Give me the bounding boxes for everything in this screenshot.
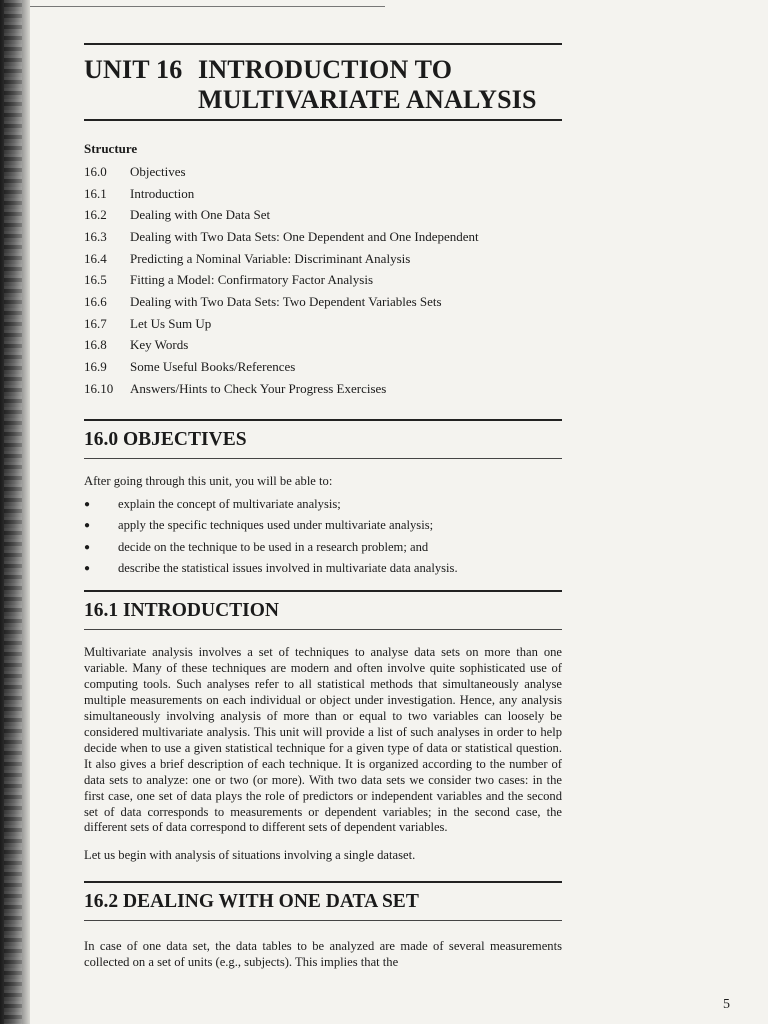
structure-item-number: 16.4 <box>84 250 107 266</box>
top-rule <box>30 6 385 7</box>
bullet-icon: ● <box>84 520 91 532</box>
binding-texture <box>4 0 22 1024</box>
structure-item <box>84 356 562 378</box>
objective-text: describe the statistical issues involved in multivariate data analysis. <box>118 561 458 576</box>
structure-item-label: Some Useful Books/References <box>130 359 296 375</box>
unit-title-line1: INTRODUCTION TO <box>198 55 453 84</box>
structure-item-label: Fitting a Model: Confirmatory Factor Analysis <box>130 272 374 288</box>
structure-item <box>84 335 562 357</box>
section-162-heading: 16.2 DEALING WITH ONE DATA SET <box>84 891 419 913</box>
objectives-heading: 16.0 OBJECTIVES <box>84 428 247 450</box>
objective-text: apply the specific techniques used under multivariate analysis; <box>118 518 434 533</box>
structure-list <box>84 161 562 400</box>
structure-item-label: Dealing with One Data Set <box>130 207 271 223</box>
structure-item-number: 16.10 <box>84 380 114 396</box>
structure-item <box>84 226 562 248</box>
section-rule-top <box>84 881 562 883</box>
structure-item-label: Objectives <box>130 163 186 179</box>
structure-item <box>84 313 562 335</box>
structure-item-number: 16.2 <box>84 207 107 223</box>
unit-title-line2: MULTIVARIATE ANALYSIS <box>198 85 537 114</box>
objective-text: decide on the technique to be used in a research problem; and <box>118 539 429 554</box>
structure-item-label: Key Words <box>130 337 189 353</box>
objectives-intro: After going through this unit, you will be able to: <box>84 473 333 488</box>
section-rule-top <box>84 590 562 592</box>
unit-title <box>84 55 562 115</box>
section-rule-top <box>84 419 562 421</box>
structure-item <box>84 269 562 291</box>
structure-item-label: Let Us Sum Up <box>130 315 212 331</box>
structure-item-number: 16.1 <box>84 185 107 201</box>
structure-item-number: 16.0 <box>84 163 107 179</box>
book-binding-edge <box>0 0 30 1024</box>
structure-item <box>84 378 562 400</box>
page-number: 5 <box>723 997 730 1012</box>
structure-item <box>84 183 562 205</box>
structure-item-number: 16.3 <box>84 228 107 244</box>
objective-text: explain the concept of multivariate analysis; <box>118 496 341 511</box>
introduction-paragraph: Multivariate analysis involves a set of techniques to analyse data sets on more than one variable. Many of these techniques are modern and often involve quite sophisticated use of computing tools. Such analyses refer to all statistical methods that simultaneously analyse multiple measurements on each individual or object under investigation. Hence, any analysis simultaneously involving analysis of more than or equal to two variables can loosely be considered multivariate analysis. This unit will provide a list of such analyses in order to help decide when to use a given statistical technique for a given type of data or statistical question. It also gives a brief description of each technique. It is organized according to the number of data sets to analyze: one or two (or more). With two data sets we consider two cases: in the first case, one set of data plays the role of predictors or independent variables and the second set of data corresponds to measurements or dependent variables; in the second case, the different sets of data correspond to different sets of dependent variables. <box>84 645 562 835</box>
introduction-heading: 16.1 INTRODUCTION <box>84 600 280 622</box>
structure-item <box>84 204 562 226</box>
bullet-icon: ● <box>84 541 91 553</box>
objective-item <box>84 515 562 537</box>
objectives-list <box>84 493 562 579</box>
bullet-icon: ● <box>84 498 91 510</box>
page-content <box>84 40 562 971</box>
structure-item <box>84 161 562 183</box>
title-rule-bottom <box>84 119 562 121</box>
structure-item-number: 16.6 <box>84 293 107 309</box>
structure-item-label: Dealing with Two Data Sets: Two Dependent Variables Sets <box>130 293 442 309</box>
structure-item-number: 16.5 <box>84 272 107 288</box>
objective-item <box>84 493 562 515</box>
bullet-icon: ● <box>84 563 91 575</box>
structure-item-label: Predicting a Nominal Variable: Discriminant Analysis <box>130 250 411 266</box>
structure-item-number: 16.9 <box>84 359 107 375</box>
structure-heading: Structure <box>84 141 138 156</box>
structure-item-number: 16.7 <box>84 315 107 331</box>
structure-item-label: Dealing with Two Data Sets: One Dependent and One Independent <box>130 228 479 244</box>
structure-item-label: Answers/Hints to Check Your Progress Exercises <box>130 380 387 396</box>
section-rule-bottom <box>84 458 562 459</box>
structure-item-number: 16.8 <box>84 337 107 353</box>
introduction-paragraph-2: Let us begin with analysis of situations involving a single dataset. <box>84 848 416 863</box>
section-rule-bottom <box>84 629 562 630</box>
title-rule-top <box>84 43 562 45</box>
structure-item <box>84 291 562 313</box>
unit-number: UNIT 16 <box>84 55 183 84</box>
objective-item <box>84 558 562 580</box>
structure-item-label: Introduction <box>130 185 195 201</box>
section-rule-bottom <box>84 920 562 921</box>
objective-item <box>84 536 562 558</box>
section-162-paragraph: In case of one data set, the data tables to be analyzed are made of several measurements collected on a set of units (e.g., subjects). This implies that the <box>84 939 562 970</box>
structure-item <box>84 248 562 270</box>
